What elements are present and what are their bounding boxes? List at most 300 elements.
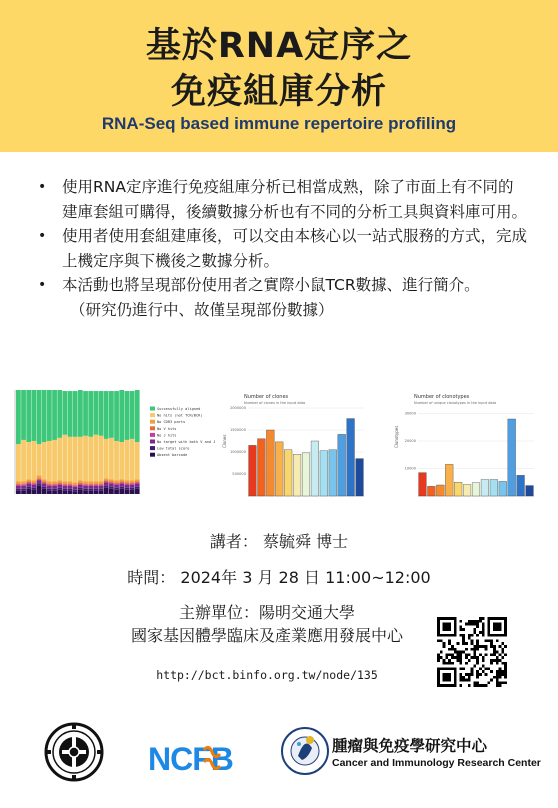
fig1-bar-segment [32,483,37,484]
qr-module [482,665,485,668]
fig2-tick-label: 500000 [232,472,246,477]
qr-module [462,676,465,679]
fig1-bar-segment [63,489,68,491]
qr-module [468,634,471,637]
qr-module [482,634,485,637]
qr-module [476,623,479,626]
fig1-bar-segment [21,491,26,494]
fig1-bar-segment [125,488,130,490]
fig2-bar [338,434,346,496]
qr-module [471,673,474,676]
qr-module [504,673,507,676]
fig1-bar-segment [47,484,52,485]
bullet-item [38,273,528,298]
fig1-bar-segment [94,489,99,491]
qr-module [493,648,496,651]
fig3-svg [392,388,540,502]
qr-module [471,623,474,626]
qr-module [454,651,457,654]
fig2-bar [249,445,257,496]
qr-module [471,648,474,651]
qr-module [443,645,446,648]
qr-module [490,679,493,682]
fig1-bar-segment [47,441,52,482]
fig1-bar-segment [109,391,114,438]
fig3-tick-label: 10000 [404,466,416,471]
fig1-bar-segment [125,440,130,481]
qr-module [459,662,462,665]
qr-module [496,670,499,673]
qr-module [476,656,479,659]
fig1-bar-segment [57,480,62,482]
qr-module [473,623,476,626]
fig1-bar-segment [57,483,62,484]
qr-module [468,679,471,682]
qr-module [459,634,462,637]
qr-module [501,656,504,659]
fig1-bar-segment [130,490,135,494]
fig1-bar-segment [104,478,109,480]
organizer-line-1: 主辦單位：陽明交通大學 [178,603,355,622]
fig1-bar-segment [88,491,93,494]
qr-module [468,653,471,656]
qr-module [493,676,496,679]
fig1-bar-segment [57,390,62,438]
fig1-bar-segment [104,488,109,494]
qr-module [504,645,507,648]
fig1-bar-segment [26,489,31,494]
fig3-bar [472,483,480,496]
qr-module [457,642,460,645]
fig1-bar-segment [57,490,62,494]
qr-module [443,642,446,645]
fig1-bar-segment [114,490,119,494]
qr-module [482,628,485,631]
fig1-bar-segment [73,391,78,437]
qr-module [465,679,468,682]
qr-module [482,670,485,673]
qr-module [493,653,496,656]
qr-module [457,659,460,662]
qr-module [459,620,462,623]
qr-module [490,670,493,673]
qr-module [457,656,460,659]
fig1-bar-segment [78,485,83,488]
fig1-bar-segment [42,479,47,481]
fig2-ylabel: Clones [222,434,227,448]
fig1-bar-segment [16,484,21,485]
qr-module [454,656,457,659]
bullet-item [38,175,528,224]
fig1-bar-segment [125,490,130,494]
qr-module [462,651,465,654]
qr-module [479,673,482,676]
fig1-bar-segment [83,391,88,436]
circ-logo-text [332,736,541,776]
qr-module [437,659,440,662]
qr-module [490,639,493,642]
qr-module [487,639,490,642]
fig1-bar-segment [68,485,73,486]
qr-module [445,656,448,659]
qr-module [465,642,468,645]
fig1-bar-segment [32,485,37,488]
qr-module [471,656,474,659]
qr-module [485,684,488,687]
qr-module [476,648,479,651]
qr-module [490,662,493,665]
qr-module [496,656,499,659]
qr-module [485,648,488,651]
fig1-bar-segment [16,444,21,481]
fig1-legend-label: Absent barcode [157,453,188,458]
fig1-bar-segment [109,487,114,489]
fig1-bar-segment [83,486,88,489]
fig1-bar-segment [47,486,52,489]
qr-module [468,684,471,687]
organizer-line-2: 國家基因體學臨床及產業應用發展中心 [130,626,403,645]
qr-module [448,662,451,665]
qr-module [451,645,454,648]
qr-module [501,642,504,645]
fig1-bar-segment [114,441,119,481]
header-banner [0,0,558,152]
fig1-bar-segment [68,484,73,485]
qr-module [451,656,454,659]
qr-module [459,625,462,628]
university-seal-icon [44,722,104,782]
fig1-bar-segment [32,390,37,441]
qr-module [504,667,507,670]
qr-module [451,662,454,665]
qr-module [473,656,476,659]
fig2-bar [302,453,310,496]
qr-module [479,653,482,656]
speaker-name: 蔡毓舜 博士 [263,532,349,551]
fig1-legend-swatch [150,413,155,417]
fig1-bar-segment [68,437,73,482]
fig2-bar [320,451,328,496]
qr-module [473,681,476,684]
qr-module [473,648,476,651]
qr-module [493,659,496,662]
fig1-bar-segment [83,436,88,482]
figure-clones [222,388,370,502]
fig3-tick-label: 20000 [404,439,416,444]
fig1-bar-segment [47,482,52,484]
qr-module [445,653,448,656]
qr-module [501,673,504,676]
fig1-bar-segment [99,484,104,485]
qr-finder-inner [443,673,451,681]
qr-module [451,648,454,651]
qr-module [496,662,499,665]
fig1-bar-segment [88,484,93,485]
fig1-bar-segment [52,486,57,489]
time-label: 時間： [127,568,176,587]
bullet-dot-icon: • [38,228,47,244]
qr-module [499,645,502,648]
fig1-bar-segment [32,441,37,481]
event-url-link[interactable]: http://bct.binfo.org.tw/node/135 [156,668,378,682]
fig1-bar-segment [78,390,83,437]
qr-module [490,653,493,656]
qr-module [462,639,465,642]
fig1-bar-segment [52,390,57,440]
fig1-bar-segment [125,485,130,488]
fig1-bar-segment [94,491,99,494]
qr-module [490,642,493,645]
fig2-bar [284,450,292,496]
figure-clonotypes [392,388,540,502]
fig1-svg [8,386,216,498]
qr-module [471,620,474,623]
qr-module [462,679,465,682]
fig1-bar-segment [114,480,119,482]
qr-module [501,662,504,665]
qr-module [501,651,504,654]
qr-code-icon[interactable] [437,617,507,687]
figure-alignment-stacked-bar [8,386,216,498]
fig1-bar-segment [42,489,47,494]
qr-module [490,645,493,648]
fig2-bar [347,419,355,496]
qr-module [459,628,462,631]
fig1-bar-segment [114,391,119,441]
qr-module [504,662,507,665]
fig1-bar-segment [63,391,68,435]
fig1-bar-segment [73,483,78,485]
qr-module [440,656,443,659]
qr-module [482,625,485,628]
qr-module [448,653,451,656]
fig1-bar-segment [130,488,135,490]
fig1-bar-segment [94,435,99,482]
fig1-bar-segment [94,486,99,489]
fig2-bar [329,450,337,496]
bullet-text: 本活動也將呈現部份使用者之實際小鼠TCR數據、進行簡介。 [62,276,480,294]
qr-module [482,656,485,659]
fig2-bar [356,459,364,496]
qr-module [437,656,440,659]
qr-module [462,637,465,640]
qr-module [479,620,482,623]
fig3-subtitle: Number of unique clonotypes in the input data [414,401,497,405]
fig1-bar-segment [104,439,109,479]
qr-module [496,679,499,682]
qr-module [465,653,468,656]
fig1-bar-segment [32,480,37,482]
qr-module [448,648,451,651]
fig1-legend-label: No hits (not TCR/BCR) [157,413,203,418]
fig1-bar-segment [78,483,83,484]
fig3-tick-label: 30000 [404,411,416,416]
qr-module [496,673,499,676]
fig1-bar-segment [94,391,99,435]
fig1-legend-swatch [150,426,155,430]
fig1-legend-label: No CDR3 parts [157,420,186,425]
qr-module [476,684,479,687]
fig1-bar-segment [73,486,78,487]
qr-module [471,670,474,673]
fig1-bar-segment [130,391,135,439]
fig1-bar-segment [130,484,135,485]
qr-module [473,628,476,631]
fig1-bar-segment [52,489,57,491]
fig1-bar-segment [78,437,83,481]
fig1-bar-segment [26,483,31,484]
fig1-bar-segment [47,491,52,494]
fig1-bar-segment [21,489,26,491]
fig1-bar-segment [16,485,21,486]
qr-module [468,637,471,640]
fig1-bar-segment [68,489,73,491]
qr-module [459,651,462,654]
fig3-bar [463,484,471,496]
speaker-line [0,530,558,554]
qr-module [504,665,507,668]
qr-module [476,662,479,665]
title-line-2: 免疫組庫分析 [170,72,387,112]
qr-module [482,645,485,648]
fig1-bar-segment [63,485,68,486]
fig1-bar-segment [37,444,42,475]
fig1-bar-segment [119,390,124,442]
qr-module [482,631,485,634]
fig1-bar-segment [16,486,21,489]
qr-module [448,659,451,662]
qr-module [504,681,507,684]
qr-module [499,670,502,673]
qr-module [476,681,479,684]
fig1-bar-segment [83,484,88,485]
fig3-bar [436,485,444,496]
fig1-bar-segment [63,482,68,484]
fig1-bar-segment [52,484,57,485]
fig1-bar-segment [68,491,73,494]
fig1-bar-segment [16,489,21,491]
qr-module [487,681,490,684]
fig2-bar [258,439,266,496]
qr-module [471,667,474,670]
qr-module [476,634,479,637]
fig1-bar-segment [37,484,42,486]
fig1-bar-segment [119,483,124,484]
qr-module [473,665,476,668]
qr-module [504,653,507,656]
qr-module [445,662,448,665]
fig1-bar-segment [135,487,140,489]
fig1-bar-segment [83,482,88,484]
fig1-bar-segment [21,486,26,489]
fig2-subtitle: Number of clones in the input data [244,401,306,405]
fig1-bar-segment [119,484,124,487]
qr-module [485,667,488,670]
qr-module [473,653,476,656]
fig2-bar [266,430,274,496]
qr-module [459,676,462,679]
fig1-bar-segment [99,491,104,494]
fig1-bar-segment [109,489,114,494]
fig1-bar-segment [135,482,140,483]
fig1-bar-segment [99,485,104,486]
fig1-bar-segment [119,479,124,481]
fig3-bar [481,480,489,497]
fig1-bar-segment [88,391,93,437]
fig2-bar [311,441,319,496]
ncfb-logo-svg [146,740,252,777]
qr-module [457,653,460,656]
fig1-bar-segment [78,490,83,494]
fig1-bar-segment [99,486,104,489]
fig1-bar-segment [52,491,57,494]
fig1-bar-segment [73,485,78,486]
qr-module [496,676,499,679]
fig1-bar-segment [57,484,62,485]
qr-module [459,667,462,670]
qr-module [482,623,485,626]
ncfb-logo [146,740,252,777]
fig1-bar-segment [135,483,140,484]
fig1-bar-segment [135,442,140,479]
qr-module [493,651,496,654]
fig1-bar-segment [130,483,135,484]
qr-module [499,667,502,670]
qr-finder-inner [443,623,451,631]
fig1-bar-segment [26,479,31,481]
fig1-bar-segment [130,439,135,481]
qr-module [465,648,468,651]
qr-module [471,634,474,637]
fig1-bar-segment [104,486,109,488]
fig1-bar-segment [104,480,109,481]
qr-module [479,667,482,670]
qr-module [454,648,457,651]
fig1-bar-segment [114,485,119,488]
qr-module [499,659,502,662]
qr-module [479,684,482,687]
fig1-bar-segment [135,390,140,442]
fig1-bar-segment [104,391,109,439]
fig1-bar-segment [125,483,130,484]
fig3-bar [526,486,534,496]
qr-module [499,673,502,676]
fig2-tick-label: 2000000 [229,406,246,411]
qr-module [468,676,471,679]
qr-module [443,659,446,662]
fig1-bar-segment [73,490,78,492]
circ-chinese-name: 腫瘤與免疫學研究中心 [332,737,488,755]
fig1-legend-label: No J hits [157,433,177,438]
ncfb-logo-text: NCFB [148,741,233,777]
fig1-bar-segment [99,391,104,436]
fig1-bar-segment [83,491,88,494]
qr-module [468,673,471,676]
fig1-bar-segment [21,484,26,485]
fig1-bar-segment [52,485,57,486]
fig1-bar-segment [109,484,114,487]
speaker-label: 講者： [209,532,258,551]
qr-module [485,653,488,656]
fig1-bar-segment [57,488,62,490]
fig1-bar-segment [47,390,52,441]
qr-module [482,684,485,687]
qr-module [476,673,479,676]
fig1-bar-segment [21,440,26,482]
fig3-bar [445,464,453,496]
fig1-bar-segment [88,486,93,489]
qr-module [448,639,451,642]
